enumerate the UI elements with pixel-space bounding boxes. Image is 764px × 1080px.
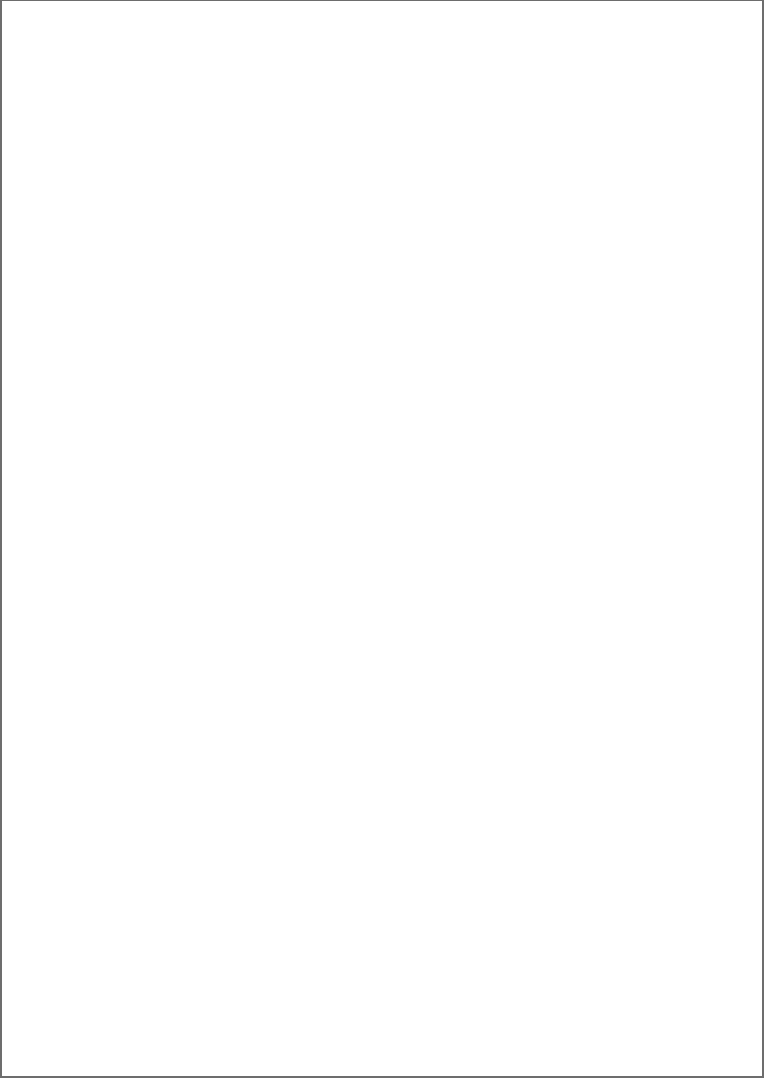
- section-heading-1: [0, 68, 764, 86]
- section-heading-2: [0, 313, 764, 331]
- document-title: [0, 21, 764, 39]
- section-heading-3: [0, 409, 764, 427]
- document-subtitle: [0, 45, 764, 63]
